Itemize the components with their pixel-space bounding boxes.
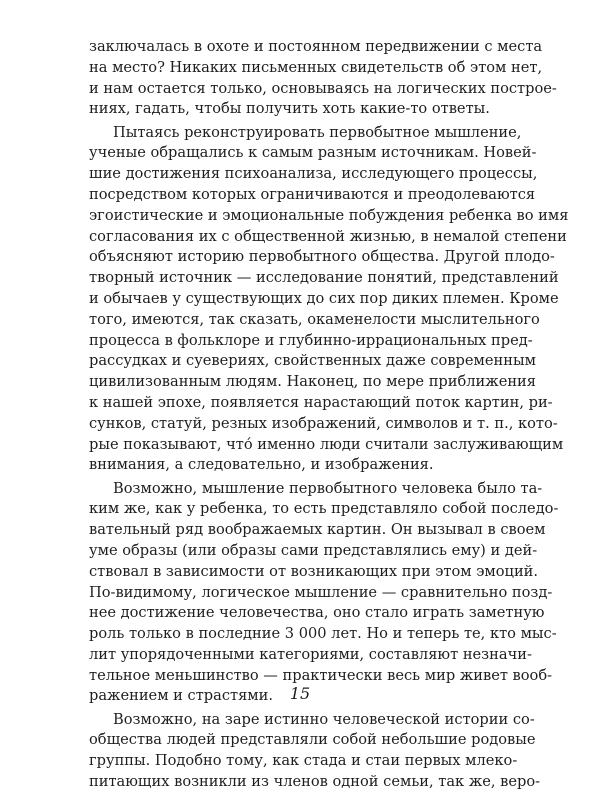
text-line: рые показывают, что́ именно люди считали заслуживающим — [89, 435, 564, 453]
text-line: заключалась в охоте и постоянном передвижении с места — [89, 38, 543, 55]
text-line: шие достижения психоанализа, исследующего процессы, — [89, 165, 538, 183]
text-line: творный источник — исследование понятий, представлений — [89, 269, 559, 287]
paragraph — [89, 37, 557, 120]
paragraph — [89, 479, 559, 708]
text-line: и нам остается только, основываясь на логических построе- — [89, 79, 557, 97]
text-line: Пытаясь реконструировать первобытное мышление, — [113, 123, 522, 141]
text-line: роль только в последние 3 000 лет. Но и теперь те, кто мыс- — [89, 625, 557, 643]
text-line: ученые обращались к самым разным источникам. Новей- — [89, 144, 537, 162]
text-line: внимания, а следовательно, и изображения. — [89, 456, 434, 474]
text-line: процесса в фольклоре и глубинно-иррациональных пред- — [89, 331, 533, 349]
text-line: группы. Подобно тому, как стада и стаи первых млеко- — [89, 752, 518, 770]
text-line: лит упорядоченными категориями, составляют незначи- — [89, 645, 532, 663]
text-line: ниях, гадать, чтобы получить хоть какие-то ответы. — [89, 100, 490, 118]
text-line: Возможно, мышление первобытного человека было та- — [113, 479, 543, 497]
text-line: тельное меньшинство — практически весь мир живет вооб- — [89, 666, 553, 684]
text-line: уме образы (или образы сами представлялись ему) и дей- — [89, 541, 538, 559]
text-line: эгоистические и эмоциональные побуждения ребенка во имя — [89, 206, 569, 224]
paragraph — [89, 123, 569, 477]
page-number: 15 — [289, 684, 311, 703]
text-line: ким же, как у ребенка, то есть представляло собой последо- — [89, 500, 559, 518]
text-line: ствовал в зависимости от возникающих при этом эмоций. — [89, 562, 539, 580]
text-line: к нашей эпохе, появляется нарастающий поток картин, ри- — [89, 393, 553, 411]
text-line: По-видимому, логическое мышление — сравнительно позд- — [89, 583, 553, 601]
text-line: общества людей представляли собой небольшие родовые — [89, 731, 536, 749]
text-line: вательный ряд воображаемых картин. Он вызывал в своем — [89, 521, 546, 539]
text-line: посредством которых ограничиваются и преодолеваются — [89, 185, 536, 203]
text-line: сунков, статуй, резных изображений, символов и т. п., кото- — [89, 414, 558, 432]
text-line: ражением и страстями. — [89, 687, 274, 705]
text-line: нее достижение человечества, оно стало играть заметную — [89, 604, 545, 622]
text-line: цивилизованным людям. Наконец, по мере приближения — [89, 373, 536, 391]
text-line: Возможно, на заре истинно человеческой истории со- — [113, 710, 535, 728]
text-line: на место? Никаких письменных свидетельств об этом нет, — [89, 58, 543, 76]
text-line: питающих возникли из членов одной семьи, так же, веро- — [89, 773, 541, 791]
paragraph — [89, 710, 541, 793]
text-line: того, имеются, так сказать, окаменелости мыслительного — [89, 310, 540, 328]
text-line: рассудках и суевериях, свойственных даже современным — [89, 352, 536, 370]
text-line: согласования их с общественной жизнью, в немалой степени — [89, 227, 567, 245]
body-text — [89, 37, 569, 793]
text-line: объясняют историю первобытного общества. Другой плодо- — [89, 248, 555, 266]
text-line: и обычаев у существующих до сих пор диких племен. Кроме — [89, 289, 559, 307]
